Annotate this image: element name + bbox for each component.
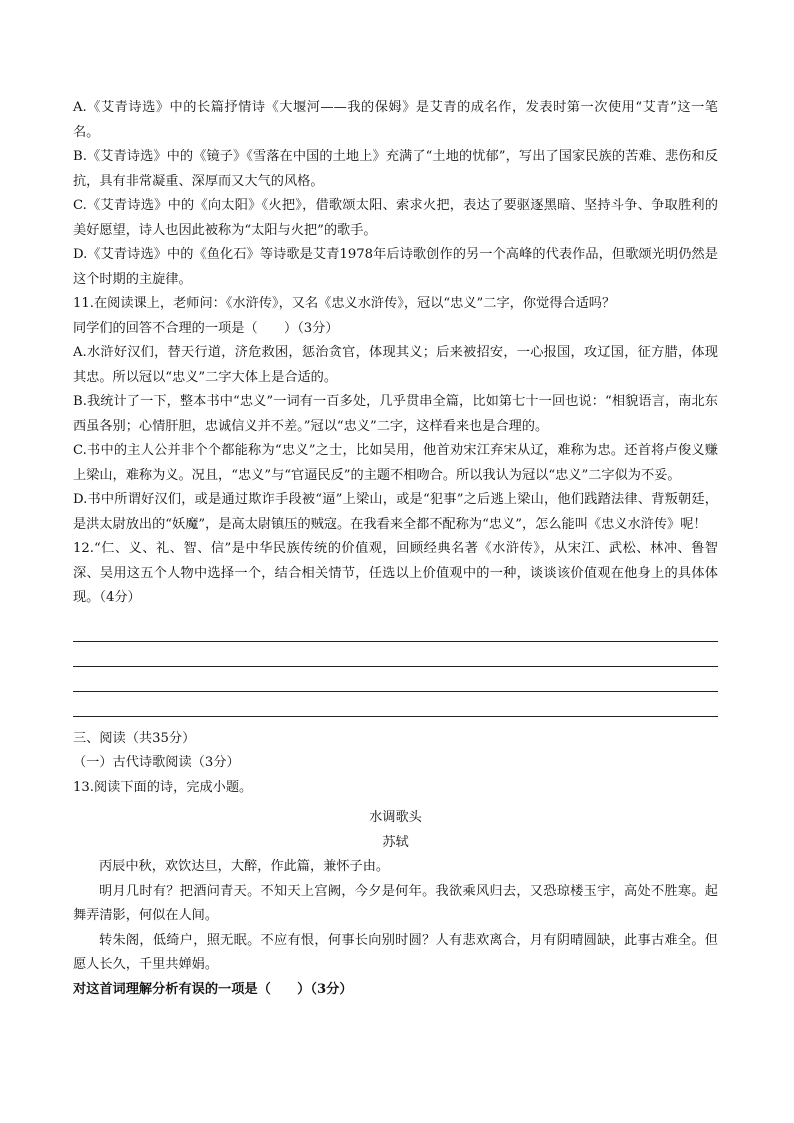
q13-question: 对这首词理解分析有误的一项是（ ）（3分） [73,981,353,997]
exam-page [73,96,718,1002]
q10-option-d: D.《艾青诗选》中的《鱼化石》等诗歌是艾青1978年后诗歌创作的另一个高峰的代表作品，但歌颂光明仍然是这个时期的主旋律。 [73,247,718,287]
q10-option-c: C.《艾青诗选》中的《向太阳》《火把》，借歌颂太阳、索求火把，表达了要驱逐黑暗、坚持斗争、争取胜利的美好愿望，诗人也因此被称为“太阳与火把”的歌手。 [73,198,718,238]
poem-stanza-2: 转朱阁，低绮户，照无眠。不应有恨，何事长向别时圆？人有悲欢离合，月有阴晴圆缺，此事古难全。但愿人长久，千里共婵娟。 [73,932,718,972]
answer-line[interactable] [73,642,718,667]
answer-line[interactable] [73,617,718,642]
q11-stem: 11.在阅读课上，老师问：《水浒传》，又名《忠义水浒传》，冠以“忠义”二字，你觉得合适吗？ [73,296,616,311]
q11-option-d: D.书中所谓好汉们，或是通过欺诈手段被“逼”上梁山，或是“犯事”之后逃上梁山，他们践踏法律、背叛朝廷，是洪太尉放出的“妖魔”，是高太尉镇压的贼寇。在我看来全都不配称为“忠义”，怎么能叫《忠义水浒传》呢！ [73,492,718,532]
q11-option-c: C.书中的主人公并非个个都能称为“忠义”之士，比如吴用，他首劝宋江弃宋从辽，难称为忠。还首将卢俊义赚上梁山，难称为义。况且，“忠义”与“官逼民反”的主题不相吻合。所以我认为冠以“忠义”二字似为不妥。 [73,443,718,483]
q11-option-b: B.我统计了一下，整本书中“忠义”一词有一百多处，几乎贯串全篇，比如第七十一回也说：“相貌语言，南北东西虽各别；心情肝胆，忠诚信义并不差。”冠以“忠义”二字，这样看来也是合理的。 [73,394,718,434]
q12-stem: 12.“仁、义、礼、智、信”是中华民族传统的价值观，回顾经典名著《水浒传》，从宋江、武松、林冲、鲁智深、吴用这五个人物中选择一个，结合相关情节，任选以上价值观中的一种，谈谈该价值观在他身上的具体体现。（4分） [73,541,718,605]
answer-line[interactable] [73,667,718,692]
poem-author: 苏轼 [382,834,409,850]
section-3-title: 三、阅读（共35分） [73,730,196,746]
poem-preface: 丙辰中秋，欢饮达旦，大醉，作此篇，兼怀子由。 [99,859,390,874]
q12-answer-area[interactable] [73,617,718,717]
poem-title: 水调歌头 [369,810,422,825]
q11-prompt: 同学们的回答不合理的一项是（ ）（3分） [73,320,339,336]
poem-stanza-1: 明月几时有？把酒问青天。不知天上宫阙，今夕是何年。我欲乘风归去，又恐琼楼玉宇，高处不胜寒。起舞弄清影，何似在人间。 [73,883,718,923]
q10-option-a: A.《艾青诗选》中的长篇抒情诗《大堰河——我的保姆》是艾青的成名作，发表时第一次使用“艾青”这一笔名。 [73,100,718,140]
q13-stem: 13.阅读下面的诗，完成小题。 [73,779,253,795]
subsection-poetry-title: （一）古代诗歌阅读（3分） [73,755,240,770]
q11-option-a: A.水浒好汉们，替天行道，济危救困，惩治贪官，体现其义；后来被招安，一心报国，攻辽国，征方腊，体现其忠。所以冠以“忠义”二字大体上是合适的。 [73,345,718,385]
answer-line[interactable] [73,692,718,717]
q10-option-b: B.《艾青诗选》中的《镜子》《雪落在中国的土地上》充满了“土地的忧郁”，写出了国家民族的苦难、悲伤和反抗，具有非常凝重、深厚而又大气的风格。 [73,149,718,189]
